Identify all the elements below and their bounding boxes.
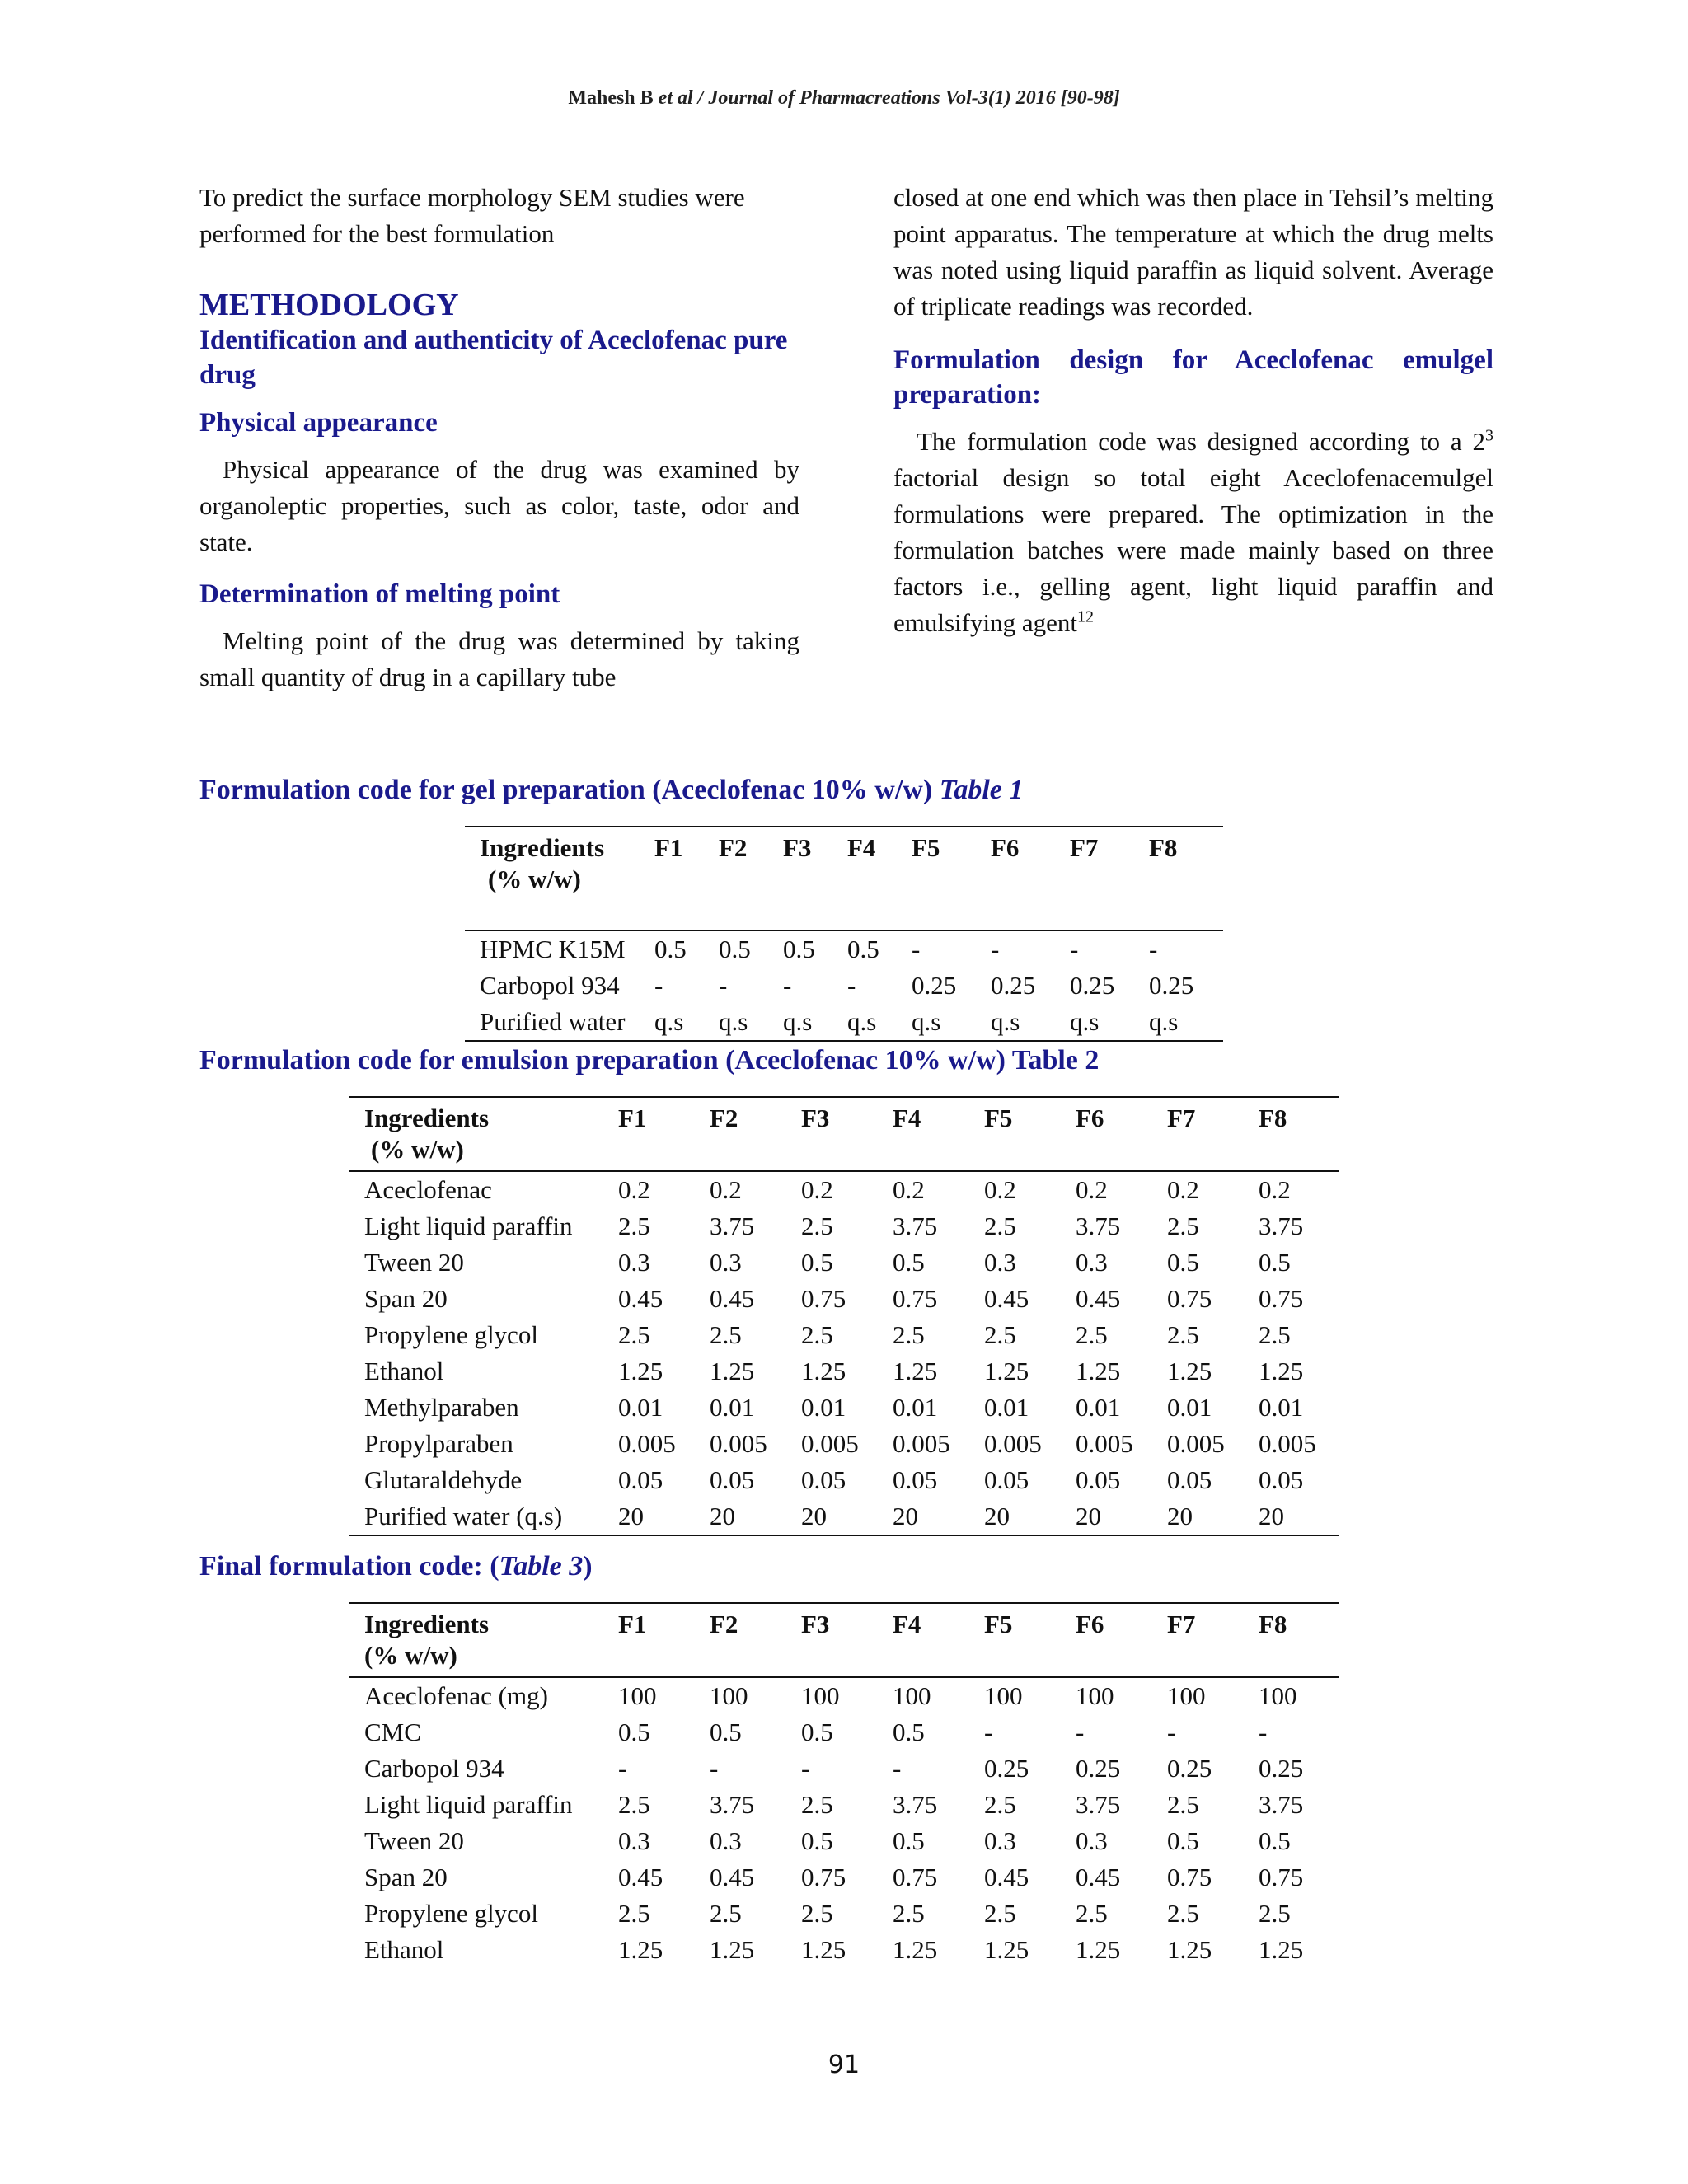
- value-cell: 0.25: [1149, 971, 1194, 1000]
- header-author: Mahesh B: [568, 87, 654, 109]
- table3-caption: Final formulation code: (Table 3): [199, 1551, 593, 1582]
- value-cell: q.s: [1070, 1007, 1100, 1036]
- value-cell: 0.5: [893, 1718, 925, 1746]
- value-cell: 0.3: [1076, 1826, 1108, 1855]
- ingredient-cell: Light liquid paraffin: [364, 1212, 573, 1240]
- value-cell: 2.5: [801, 1899, 833, 1928]
- melting-point-paragraph: Melting point of the drug was determined by taking small quantity of drug in a capillary tube: [199, 626, 799, 691]
- value-cell: 2.5: [1076, 1899, 1108, 1928]
- value-cell: 100: [618, 1681, 657, 1710]
- melting-point-continued: closed at one end which was then place in Tehsil’s melting point apparatus. The temperature at which the drug melts was noted using liquid paraffin as liquid solvent. Average of triplicate readings was recorded.: [893, 183, 1493, 321]
- value-cell: 2.5: [618, 1790, 650, 1819]
- value-cell: 3.75: [1259, 1790, 1304, 1819]
- value-cell: 2.5: [1167, 1899, 1199, 1928]
- left-column: [199, 180, 799, 696]
- value-cell: 20: [984, 1502, 1010, 1530]
- value-cell: q.s: [991, 1007, 1020, 1036]
- value-cell: 0.5: [654, 935, 687, 963]
- table3: [349, 1602, 1339, 1968]
- value-cell: 2.5: [984, 1212, 1016, 1240]
- table3-col-f6: F6: [1076, 1603, 1167, 1677]
- value-cell: -: [893, 1754, 902, 1783]
- value-cell: 0.75: [1167, 1284, 1212, 1313]
- value-cell: 0.5: [1259, 1826, 1291, 1855]
- value-cell: 0.05: [893, 1465, 938, 1494]
- value-cell: 1.25: [801, 1935, 846, 1964]
- header-etal: et al: [658, 87, 693, 109]
- table-row: [349, 1896, 1339, 1932]
- ingredient-cell: HPMC K15M: [480, 935, 626, 963]
- identification-heading: Identification and authenticity of Aceclofenac pure drug: [199, 326, 788, 390]
- table-row: [349, 1390, 1339, 1426]
- value-cell: 100: [1076, 1681, 1114, 1710]
- table2-col-f2: F2: [710, 1097, 801, 1171]
- table1-col-f2: F2: [719, 827, 783, 930]
- value-cell: 3.75: [1259, 1212, 1304, 1240]
- value-cell: 0.45: [710, 1284, 755, 1313]
- table-row: [349, 1353, 1339, 1390]
- value-cell: 2.5: [1167, 1320, 1199, 1349]
- formulation-design-paragraph: The formulation code was designed according to a $2^3$ factorial design so total eight Aceclofenacemulgel formulations were prepared. The optimization in the formulation batches were made mainly based on three factors i.e., gelling agent, light liquid paraffin and emulsifying agent$^{12}$: [893, 426, 1493, 637]
- value-cell: 2.5: [1167, 1790, 1199, 1819]
- value-cell: 20: [1259, 1502, 1284, 1530]
- value-cell: 0.01: [1167, 1393, 1212, 1422]
- table2-col-f1: F1: [618, 1097, 710, 1171]
- intro-paragraph: To predict the surface morphology SEM studies were performed for the best formulation: [199, 183, 745, 248]
- table1-col-f4: F4: [847, 827, 912, 930]
- table-row: [349, 1823, 1339, 1859]
- value-cell: 1.25: [710, 1357, 755, 1385]
- value-cell: -: [654, 971, 663, 1000]
- value-cell: 2.5: [893, 1899, 925, 1928]
- value-cell: -: [618, 1754, 627, 1783]
- formulation-design-heading: Formulation design for Aceclofenac emulgel preparation:: [893, 345, 1493, 410]
- value-cell: 0.5: [783, 935, 815, 963]
- value-cell: -: [912, 935, 921, 963]
- table-row: [349, 1171, 1339, 1208]
- table3-col-f7: F7: [1167, 1603, 1259, 1677]
- value-cell: 20: [710, 1502, 735, 1530]
- value-cell: 2.5: [710, 1899, 742, 1928]
- value-cell: 0.75: [1259, 1863, 1304, 1891]
- value-cell: 100: [801, 1681, 840, 1710]
- value-cell: 0.05: [1259, 1465, 1304, 1494]
- value-cell: 0.2: [618, 1175, 650, 1204]
- ingredient-cell: Tween 20: [364, 1826, 464, 1855]
- right-column: [893, 180, 1493, 641]
- table2-caption: Formulation code for emulsion preparation (Aceclofenac 10% w/w) Table 2: [199, 1045, 1100, 1076]
- value-cell: 0.2: [984, 1175, 1016, 1204]
- value-cell: q.s: [654, 1007, 684, 1036]
- table1-header-ingredients: Ingredients (% w/w): [465, 827, 654, 930]
- value-cell: 2.5: [710, 1320, 742, 1349]
- value-cell: -: [719, 971, 728, 1000]
- value-cell: 0.45: [710, 1863, 755, 1891]
- table1-col-f8: F8: [1149, 827, 1223, 930]
- page-number: 91: [828, 2050, 860, 2079]
- table2-header-row: [349, 1097, 1339, 1171]
- value-cell: 0.3: [710, 1248, 742, 1277]
- value-cell: 100: [1167, 1681, 1206, 1710]
- table3-col-f1: F1: [618, 1603, 710, 1677]
- value-cell: 0.05: [1076, 1465, 1121, 1494]
- value-cell: 0.25: [1076, 1754, 1121, 1783]
- value-cell: 0.3: [984, 1826, 1016, 1855]
- value-cell: 0.01: [710, 1393, 755, 1422]
- value-cell: 20: [801, 1502, 827, 1530]
- value-cell: -: [1259, 1718, 1268, 1746]
- value-cell: 0.5: [847, 935, 879, 963]
- value-cell: -: [1070, 935, 1079, 963]
- value-cell: 0.3: [984, 1248, 1016, 1277]
- value-cell: 2.5: [984, 1790, 1016, 1819]
- value-cell: 0.005: [618, 1429, 676, 1458]
- header-journal: / Journal of Pharmacreations Vol-3(1) 2016 [90-98]: [697, 87, 1120, 109]
- value-cell: 0.2: [710, 1175, 742, 1204]
- value-cell: 0.05: [710, 1465, 755, 1494]
- value-cell: -: [783, 971, 792, 1000]
- value-cell: 0.5: [710, 1718, 742, 1746]
- ingredient-cell: Span 20: [364, 1284, 448, 1313]
- value-cell: 0.75: [801, 1863, 846, 1891]
- table3-col-f4: F4: [893, 1603, 984, 1677]
- value-cell: 2.5: [1259, 1899, 1291, 1928]
- value-cell: 100: [984, 1681, 1023, 1710]
- table-row: [349, 1750, 1339, 1787]
- ingredient-cell: Propylene glycol: [364, 1320, 538, 1349]
- ingredient-cell: Purified water (q.s): [364, 1502, 563, 1530]
- ingredient-cell: Glutaraldehyde: [364, 1465, 523, 1494]
- table3-col-f3: F3: [801, 1603, 893, 1677]
- value-cell: 0.01: [984, 1393, 1029, 1422]
- value-cell: 0.2: [1167, 1175, 1199, 1204]
- ingredient-cell: Propylparaben: [364, 1429, 513, 1458]
- table2-col-f5: F5: [984, 1097, 1076, 1171]
- value-cell: -: [1149, 935, 1158, 963]
- table-row: [349, 1677, 1339, 1714]
- ingredient-cell: Propylene glycol: [364, 1899, 538, 1928]
- value-cell: 0.25: [912, 971, 957, 1000]
- value-cell: 0.2: [1076, 1175, 1108, 1204]
- value-cell: 0.45: [618, 1284, 663, 1313]
- table3-header-row: [349, 1603, 1339, 1677]
- table-row: [349, 1244, 1339, 1281]
- value-cell: -: [1167, 1718, 1176, 1746]
- table3-col-f2: F2: [710, 1603, 801, 1677]
- melting-point-heading: Determination of melting point: [199, 579, 560, 609]
- value-cell: 0.75: [1167, 1863, 1212, 1891]
- table-row: [349, 1317, 1339, 1353]
- value-cell: -: [1076, 1718, 1085, 1746]
- value-cell: 1.25: [1076, 1357, 1121, 1385]
- value-cell: 0.25: [984, 1754, 1029, 1783]
- table2-header-ingredients: Ingredients (% w/w): [349, 1097, 618, 1171]
- table-row: [349, 1714, 1339, 1750]
- table-row: [465, 968, 1223, 1004]
- table-row: [349, 1859, 1339, 1896]
- ingredient-cell: Methylparaben: [364, 1393, 519, 1422]
- physical-appearance-heading: Physical appearance: [199, 408, 438, 438]
- ingredient-cell: Aceclofenac: [364, 1175, 492, 1204]
- table1-col-f7: F7: [1070, 827, 1149, 930]
- value-cell: 3.75: [893, 1212, 938, 1240]
- value-cell: 0.75: [893, 1284, 938, 1313]
- table2-col-f7: F7: [1167, 1097, 1259, 1171]
- value-cell: 0.005: [1167, 1429, 1225, 1458]
- value-cell: 2.5: [801, 1790, 833, 1819]
- table2-col-f4: F4: [893, 1097, 984, 1171]
- value-cell: 1.25: [1076, 1935, 1121, 1964]
- value-cell: 0.2: [893, 1175, 925, 1204]
- value-cell: 0.3: [1076, 1248, 1108, 1277]
- value-cell: 0.05: [1167, 1465, 1212, 1494]
- value-cell: q.s: [912, 1007, 941, 1036]
- value-cell: 1.25: [893, 1357, 938, 1385]
- table-row: [349, 1462, 1339, 1498]
- value-cell: q.s: [1149, 1007, 1179, 1036]
- value-cell: 0.25: [1070, 971, 1115, 1000]
- value-cell: 0.25: [991, 971, 1036, 1000]
- value-cell: 0.05: [984, 1465, 1029, 1494]
- value-cell: 1.25: [1167, 1935, 1212, 1964]
- table1-col-f3: F3: [783, 827, 847, 930]
- value-cell: 0.01: [893, 1393, 938, 1422]
- value-cell: 3.75: [710, 1212, 755, 1240]
- value-cell: 2.5: [801, 1212, 833, 1240]
- value-cell: 0.3: [618, 1826, 650, 1855]
- table-row: [349, 1932, 1339, 1968]
- table2-col-f3: F3: [801, 1097, 893, 1171]
- value-cell: 20: [618, 1502, 644, 1530]
- value-cell: 0.05: [618, 1465, 663, 1494]
- value-cell: 2.5: [1259, 1320, 1291, 1349]
- value-cell: 0.75: [1259, 1284, 1304, 1313]
- value-cell: 0.5: [1259, 1248, 1291, 1277]
- ingredient-cell: Aceclofenac (mg): [364, 1681, 548, 1710]
- value-cell: -: [710, 1754, 719, 1783]
- table3-col-f5: F5: [984, 1603, 1076, 1677]
- value-cell: 20: [1076, 1502, 1101, 1530]
- value-cell: 0.005: [801, 1429, 859, 1458]
- value-cell: 0.005: [984, 1429, 1042, 1458]
- value-cell: 0.5: [719, 935, 751, 963]
- value-cell: 1.25: [618, 1935, 663, 1964]
- ingredient-cell: Carbopol 934: [364, 1754, 504, 1783]
- value-cell: 1.25: [984, 1357, 1029, 1385]
- table3-header-ingredients: Ingredients (% w/w): [349, 1603, 618, 1677]
- value-cell: 0.25: [1167, 1754, 1212, 1783]
- value-cell: q.s: [719, 1007, 748, 1036]
- methodology-heading: METHODOLOGY: [199, 288, 459, 322]
- value-cell: 1.25: [1259, 1357, 1304, 1385]
- value-cell: 0.05: [801, 1465, 846, 1494]
- value-cell: 1.25: [984, 1935, 1029, 1964]
- value-cell: 2.5: [893, 1320, 925, 1349]
- value-cell: 1.25: [710, 1935, 755, 1964]
- value-cell: 2.5: [984, 1320, 1016, 1349]
- table-row: [465, 930, 1223, 968]
- value-cell: 1.25: [1259, 1935, 1304, 1964]
- value-cell: -: [801, 1754, 810, 1783]
- value-cell: 0.3: [618, 1248, 650, 1277]
- value-cell: 2.5: [984, 1899, 1016, 1928]
- ingredient-cell: Carbopol 934: [480, 971, 620, 1000]
- value-cell: 2.5: [1076, 1320, 1108, 1349]
- value-cell: -: [847, 971, 856, 1000]
- value-cell: 0.5: [893, 1248, 925, 1277]
- value-cell: 100: [710, 1681, 748, 1710]
- table1-col-f6: F6: [991, 827, 1070, 930]
- value-cell: 100: [893, 1681, 931, 1710]
- value-cell: 0.5: [801, 1718, 833, 1746]
- value-cell: 0.005: [1076, 1429, 1133, 1458]
- value-cell: 0.01: [618, 1393, 663, 1422]
- value-cell: 20: [1167, 1502, 1193, 1530]
- value-cell: 20: [893, 1502, 918, 1530]
- ingredient-cell: Ethanol: [364, 1935, 444, 1964]
- table-row: [349, 1208, 1339, 1244]
- value-cell: 2.5: [618, 1212, 650, 1240]
- table-row: [465, 1004, 1223, 1041]
- table2-col-f8: F8: [1259, 1097, 1339, 1171]
- value-cell: 0.2: [801, 1175, 833, 1204]
- value-cell: 0.2: [1259, 1175, 1291, 1204]
- table1-col-f1: F1: [654, 827, 719, 930]
- table2-col-f6: F6: [1076, 1097, 1167, 1171]
- value-cell: 0.005: [893, 1429, 950, 1458]
- value-cell: 0.5: [801, 1826, 833, 1855]
- value-cell: 2.5: [618, 1899, 650, 1928]
- value-cell: 0.01: [801, 1393, 846, 1422]
- value-cell: 1.25: [893, 1935, 938, 1964]
- table1-header-row: [465, 827, 1223, 930]
- table-row: [349, 1426, 1339, 1462]
- table2: [349, 1096, 1339, 1536]
- table1: [465, 826, 1223, 1042]
- value-cell: q.s: [847, 1007, 877, 1036]
- value-cell: 0.005: [1259, 1429, 1316, 1458]
- table1-caption: Formulation code for gel preparation (Aceclofenac 10% w/w) Table 1: [199, 775, 1024, 805]
- value-cell: 0.45: [1076, 1284, 1121, 1313]
- value-cell: 0.25: [1259, 1754, 1304, 1783]
- value-cell: 0.5: [1167, 1248, 1199, 1277]
- value-cell: 2.5: [618, 1320, 650, 1349]
- value-cell: 1.25: [1167, 1357, 1212, 1385]
- table1-col-f5: F5: [912, 827, 991, 930]
- running-header: [0, 87, 1688, 110]
- physical-appearance-paragraph: Physical appearance of the drug was examined by organoleptic properties, such as color, taste, odor and state.: [199, 455, 799, 556]
- value-cell: 3.75: [893, 1790, 938, 1819]
- value-cell: 2.5: [1167, 1212, 1199, 1240]
- reference-marker: 12: [1076, 607, 1094, 626]
- value-cell: 0.45: [1076, 1863, 1121, 1891]
- value-cell: 0.5: [1167, 1826, 1199, 1855]
- table3-col-f8: F8: [1259, 1603, 1339, 1677]
- value-cell: 0.3: [710, 1826, 742, 1855]
- value-cell: 0.005: [710, 1429, 767, 1458]
- value-cell: 2.5: [801, 1320, 833, 1349]
- value-cell: 0.5: [618, 1718, 650, 1746]
- value-cell: 3.75: [1076, 1790, 1121, 1819]
- ingredient-cell: Span 20: [364, 1863, 448, 1891]
- table-row: [349, 1498, 1339, 1535]
- value-cell: 0.45: [618, 1863, 663, 1891]
- value-cell: 0.45: [984, 1284, 1029, 1313]
- value-cell: 1.25: [618, 1357, 663, 1385]
- ingredient-cell: Purified water: [480, 1007, 626, 1036]
- value-cell: -: [984, 1718, 993, 1746]
- value-cell: 0.01: [1076, 1393, 1121, 1422]
- value-cell: 0.75: [893, 1863, 938, 1891]
- value-cell: 1.25: [801, 1357, 846, 1385]
- ingredient-cell: CMC: [364, 1718, 421, 1746]
- ingredient-cell: Light liquid paraffin: [364, 1790, 573, 1819]
- value-cell: -: [991, 935, 1000, 963]
- value-cell: 0.5: [801, 1248, 833, 1277]
- value-cell: q.s: [783, 1007, 813, 1036]
- value-cell: 0.75: [801, 1284, 846, 1313]
- exponent: 3: [1485, 426, 1493, 445]
- ingredient-cell: Ethanol: [364, 1357, 444, 1385]
- ingredient-cell: Tween 20: [364, 1248, 464, 1277]
- value-cell: 0.5: [893, 1826, 925, 1855]
- table-row: [349, 1281, 1339, 1317]
- table-row: [349, 1787, 1339, 1823]
- value-cell: 3.75: [1076, 1212, 1121, 1240]
- value-cell: 3.75: [710, 1790, 755, 1819]
- value-cell: 0.45: [984, 1863, 1029, 1891]
- value-cell: 100: [1259, 1681, 1297, 1710]
- value-cell: 0.01: [1259, 1393, 1304, 1422]
